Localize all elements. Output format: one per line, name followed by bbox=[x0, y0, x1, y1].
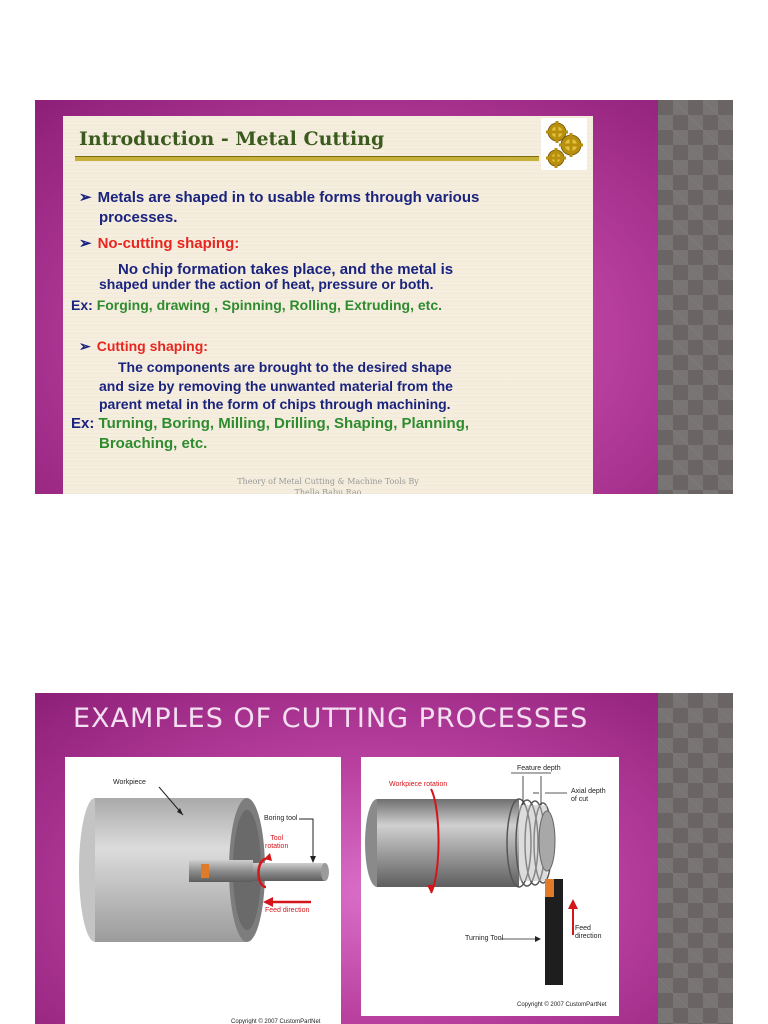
arrow-bullet-icon: ➢ bbox=[79, 338, 91, 354]
title-underline bbox=[75, 156, 539, 161]
slide-title: EXAMPLES OF CUTTING PROCESSES bbox=[73, 703, 589, 734]
side-decoration-strip bbox=[658, 100, 733, 494]
slide-intro-metal-cutting bbox=[35, 100, 733, 494]
side-decoration-strip bbox=[658, 693, 733, 1024]
arrow-bullet-icon: ➢ bbox=[79, 235, 92, 252]
cutting-description-2: and size by removing the unwanted material from the bbox=[99, 378, 453, 394]
example-no-cutting: Ex: Forging, drawing , Spinning, Rolling, Extruding, etc. bbox=[71, 297, 443, 313]
boring-tool-label: Boring tool bbox=[264, 815, 298, 822]
workpiece-rotation-label: Workpiece rotation bbox=[389, 781, 448, 788]
bullet-metals-shaped-cont: processes. bbox=[99, 209, 178, 226]
gears-icon bbox=[541, 118, 587, 170]
slide-footer: Theory of Metal Cutting & Machine Tools By Thella Babu Rao bbox=[237, 477, 419, 494]
workpiece-label: Workpiece bbox=[113, 779, 146, 786]
axial-depth-label: Axial depth of cut bbox=[571, 788, 606, 803]
turning-tool-label: Turning Tool bbox=[465, 935, 504, 942]
turning-diagram bbox=[361, 757, 619, 1016]
feed-direction-label: Feed direction bbox=[575, 925, 602, 940]
feed-direction-label: Feed direction bbox=[265, 907, 310, 914]
feature-depth-label: Feature depth bbox=[517, 765, 561, 772]
boring-diagram bbox=[65, 757, 341, 1024]
example-cutting-cont: Broaching, etc. bbox=[99, 435, 208, 452]
cutting-description-1: The components are brought to the desired shape bbox=[118, 359, 452, 375]
example-cutting: Ex: Turning, Boring, Milling, Drilling, Shaping, Planning, bbox=[71, 415, 470, 432]
cutting-description-3: parent metal in the form of chips through machining. bbox=[99, 396, 451, 412]
tool-rotation-label: Tool rotation bbox=[265, 835, 289, 850]
bullet-no-cutting-heading: ➢ No-cutting shaping: bbox=[79, 235, 240, 252]
boring-illustration bbox=[65, 757, 341, 1024]
arrow-bullet-icon: ➢ bbox=[79, 189, 92, 206]
slide-cutting-examples bbox=[35, 693, 733, 1024]
no-cutting-description-1: No chip formation takes place, and the metal is bbox=[118, 261, 454, 278]
bullet-cutting-heading: ➢ Cutting shaping: bbox=[79, 338, 208, 354]
slide-title: Introduction - Metal Cutting bbox=[79, 128, 385, 150]
slide-content-panel bbox=[63, 116, 593, 494]
copyright-right: Copyright © 2007 CustomPartNet bbox=[517, 1002, 607, 1008]
no-cutting-description-2: shaped under the action of heat, pressure or both. bbox=[99, 276, 434, 292]
copyright-left: Copyright © 2007 CustomPartNet bbox=[231, 1019, 321, 1024]
bullet-metals-shaped: ➢ Metals are shaped in to usable forms through various bbox=[79, 189, 480, 206]
